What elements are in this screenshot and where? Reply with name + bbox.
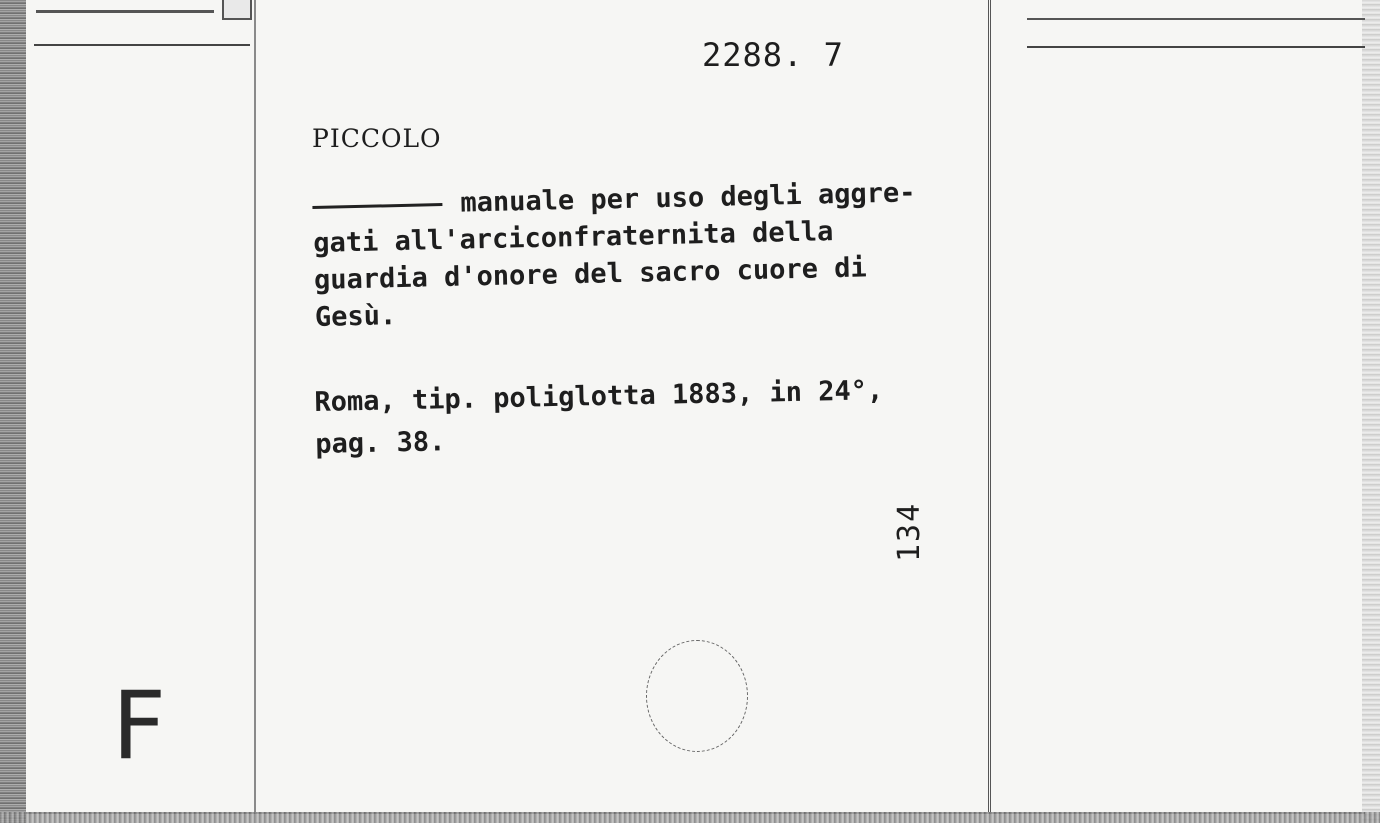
entry-imprint [314, 368, 1006, 466]
imprint-line-1: Roma, tip. poliglotta 1883, in 24°, [314, 375, 884, 418]
description-line-1: manuale per uso degli aggre- [312, 172, 1003, 225]
right-card-top-line [1027, 18, 1365, 20]
shelfmark-number: 2288. 7 [702, 36, 844, 74]
rotated-side-number: 134 [892, 501, 927, 562]
left-card-rule [34, 44, 250, 46]
heading-repeat-dash [312, 203, 442, 209]
scan-bottom-edge [0, 812, 1380, 823]
left-card-letter: F [112, 672, 167, 781]
right-card-rule [1027, 46, 1365, 48]
left-card-top-line [36, 10, 214, 13]
description-line-2: gati all'arciconfraternita della [312, 216, 834, 259]
adjacent-card-right [988, 0, 1365, 814]
adjacent-card-left [26, 0, 256, 814]
entry-description [312, 172, 1005, 336]
description-line-4: Gesù. [314, 300, 397, 333]
main-catalog-card [256, 0, 990, 814]
entry-heading: PICCOLO [312, 124, 442, 153]
scan-left-edge [0, 0, 26, 823]
imprint-line-2: pag. 38. [314, 426, 446, 460]
left-card-tab [222, 0, 252, 20]
punch-hole-circle [646, 640, 748, 752]
description-line-3: guardia d'onore del sacro cuore di [313, 252, 867, 296]
